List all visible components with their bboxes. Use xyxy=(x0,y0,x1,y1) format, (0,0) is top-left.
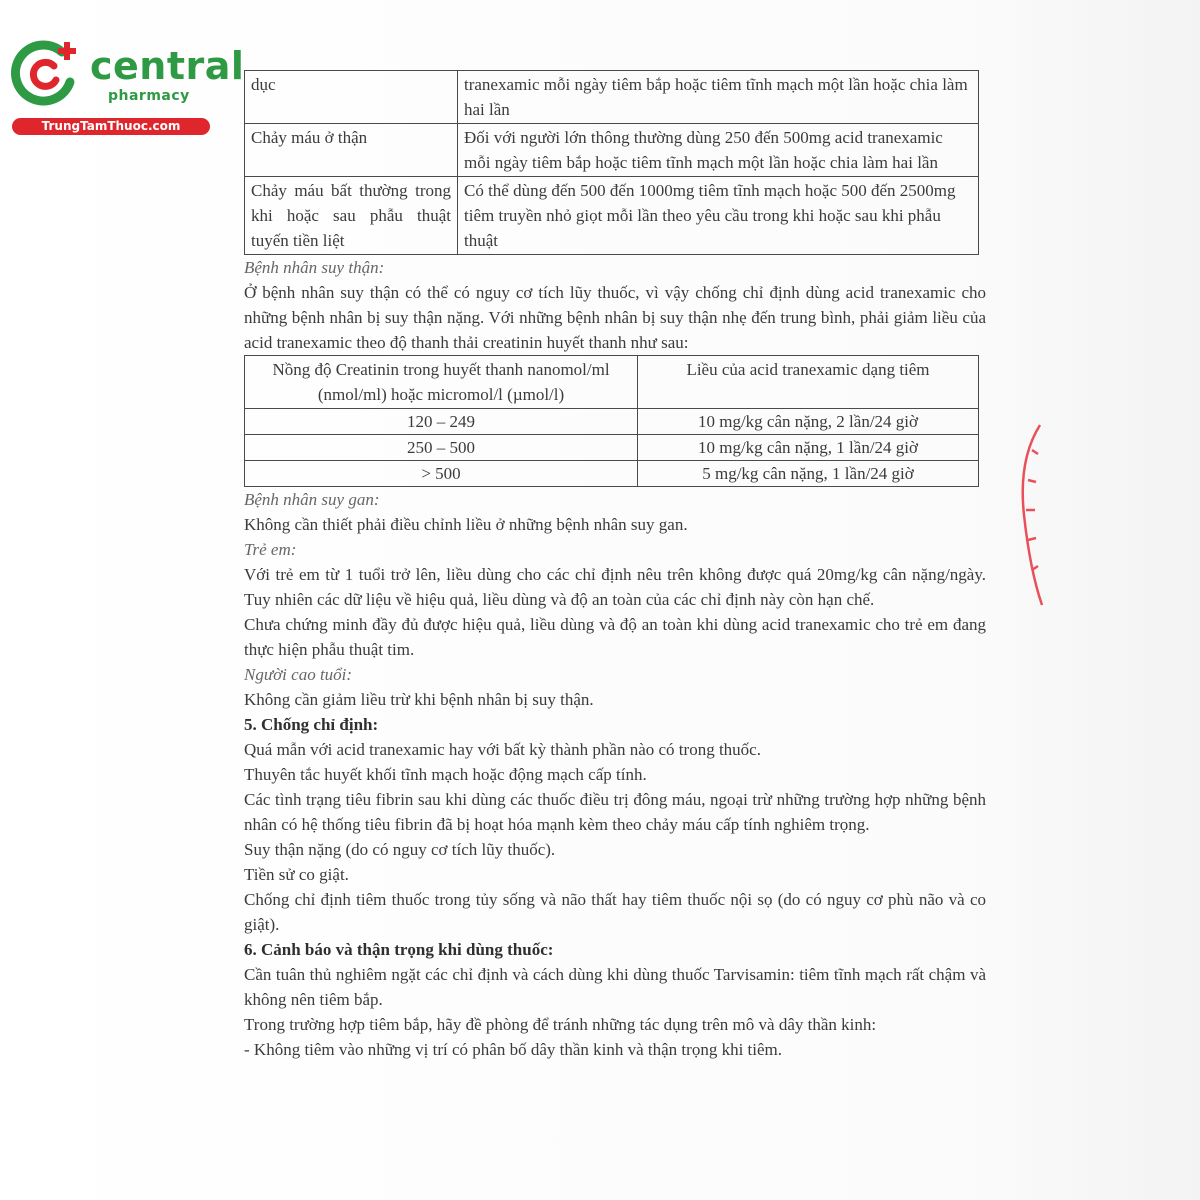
pharmacy-logo-icon xyxy=(10,38,80,108)
table-cell-dose: 10 mg/kg cân nặng, 1 lần/24 giờ xyxy=(638,435,979,461)
section-5-heading: 5. Chống chỉ định: xyxy=(244,715,379,734)
list-item: Chống chỉ định tiêm thuốc trong tủy sống và não thất hay tiêm thuốc nội sọ (do có nguy cơ phù não và co giật). xyxy=(244,890,986,934)
table-row xyxy=(245,71,979,124)
dosage-table xyxy=(244,70,979,255)
table-cell-condition: dục xyxy=(245,71,458,124)
list-item: Cần tuân thủ nghiêm ngặt các chỉ định và cách dùng khi dùng thuốc Tarvisamin: tiêm tĩnh mạch rất chậm và không nên tiêm bắp. xyxy=(244,965,986,1009)
table-cell-range: > 500 xyxy=(245,461,638,487)
logo-subtitle: pharmacy xyxy=(108,88,190,104)
list-item: Trong trường hợp tiêm bắp, hãy đề phòng để tránh những tác dụng trên mô và dây thần kinh: xyxy=(244,1015,877,1034)
table-row xyxy=(245,435,979,461)
red-stamp-icon xyxy=(1010,420,1050,610)
children-heading: Trẻ em: xyxy=(244,540,297,559)
creatinine-dose-table xyxy=(244,355,979,487)
table-row xyxy=(245,177,979,255)
list-item: Quá mẫn với acid tranexamic hay với bất kỳ thành phần nào có trong thuốc. xyxy=(244,740,761,759)
table-cell-range: 250 – 500 xyxy=(245,435,638,461)
list-item: Tiền sử co giật. xyxy=(244,865,349,884)
table-row xyxy=(245,461,979,487)
section-6-heading: 6. Cảnh báo và thận trọng khi dùng thuốc: xyxy=(244,940,554,959)
elderly-heading: Người cao tuổi: xyxy=(244,665,353,684)
children-text-2: Chưa chứng minh đầy đủ được hiệu quả, liều dùng và độ an toàn khi dùng acid tranexamic cho trẻ em đang thực hiện phẫu thuật tim. xyxy=(244,615,986,659)
hepatic-heading: Bệnh nhân suy gan: xyxy=(244,490,380,509)
table-header-dose: Liều của acid tranexamic dạng tiêm xyxy=(638,356,979,409)
hepatic-text: Không cần thiết phải điều chỉnh liều ở những bệnh nhân suy gan. xyxy=(244,515,688,534)
table-row xyxy=(245,409,979,435)
table-cell-condition: Chảy máu bất thường trong khi hoặc sau phẫu thuật tuyến tiền liệt xyxy=(245,177,458,255)
document-content xyxy=(244,70,986,1062)
logo-name: central xyxy=(90,44,245,88)
table-cell-dose: Có thể dùng đến 500 đến 1000mg tiêm tĩnh mạch hoặc 500 đến 2500mg tiêm truyền nhỏ giọt mỗi lần theo yêu cầu trong khi hoặc sau khi phẫu thuật xyxy=(458,177,979,255)
table-cell-dose: Đối với người lớn thông thường dùng 250 đến 500mg acid tranexamic mỗi ngày tiêm bắp hoặc tiêm tĩnh mạch một lần hoặc chia làm hai lần xyxy=(458,124,979,177)
table-header-row xyxy=(245,356,979,409)
elderly-text: Không cần giảm liều trừ khi bệnh nhân bị suy thận. xyxy=(244,690,594,709)
list-item: Thuyên tắc huyết khối tĩnh mạch hoặc động mạch cấp tính. xyxy=(244,765,647,784)
list-item: Các tình trạng tiêu fibrin sau khi dùng các thuốc điều trị đông máu, ngoại trừ những trường hợp những bệnh nhân có hệ thống tiêu fibrin đã bị hoạt hóa mạnh kèm theo chảy máu cấp tính nghiêm trọng. xyxy=(244,790,986,834)
table-cell-range: 120 – 249 xyxy=(245,409,638,435)
list-item: - Không tiêm vào những vị trí có phân bố dây thần kinh và thận trọng khi tiêm. xyxy=(244,1040,783,1059)
renal-heading: Bệnh nhân suy thận: xyxy=(244,258,385,277)
brand-logo[interactable] xyxy=(10,38,245,138)
renal-text: Ở bệnh nhân suy thận có thể có nguy cơ tích lũy thuốc, vì vậy chống chỉ định dùng acid tranexamic cho những bệnh nhân bị suy thận nặng. Với những bệnh nhân bị suy thận nhẹ đến trung bình, phải giảm liều của acid tranexamic theo độ thanh thải creatinin huyết thanh như sau: xyxy=(244,283,986,352)
table-row xyxy=(245,124,979,177)
children-text-1: Với trẻ em từ 1 tuổi trở lên, liều dùng cho các chỉ định nêu trên không được quá 20mg/kg cân nặng/ngày. Tuy nhiên các dữ liệu về hiệu quả, liều dùng và độ an toàn của các chỉ định này còn hạn chế. xyxy=(244,565,986,609)
list-item: Suy thận nặng (do có nguy cơ tích lũy thuốc). xyxy=(244,840,556,859)
table-cell-dose: tranexamic mỗi ngày tiêm bắp hoặc tiêm tĩnh mạch một lần hoặc chia làm hai lần xyxy=(458,71,979,124)
table-cell-dose: 5 mg/kg cân nặng, 1 lần/24 giờ xyxy=(638,461,979,487)
table-cell-condition: Chảy máu ở thận xyxy=(245,124,458,177)
table-header-creatinine: Nồng độ Creatinin trong huyết thanh nanomol/ml (nmol/ml) hoặc micromol/l (µmol/l) xyxy=(245,356,638,409)
logo-url-badge[interactable]: TrungTamThuoc.com xyxy=(12,118,210,135)
table-cell-dose: 10 mg/kg cân nặng, 2 lần/24 giờ xyxy=(638,409,979,435)
